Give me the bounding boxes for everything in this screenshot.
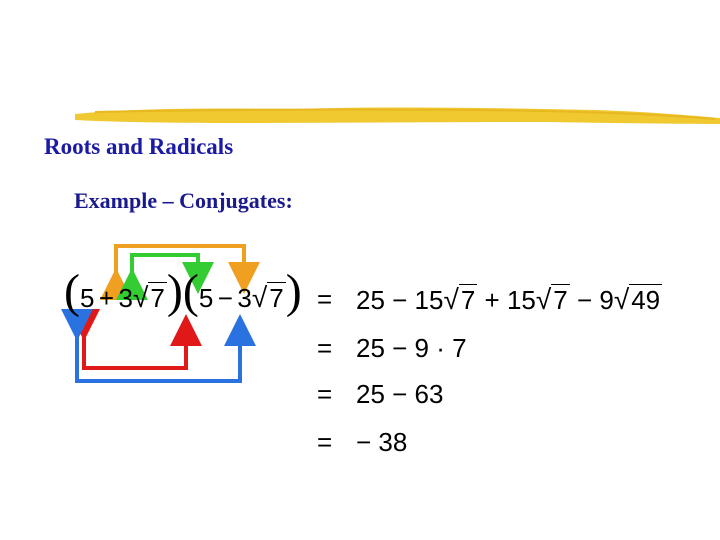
coefficient-2: 3 xyxy=(237,283,252,313)
operator-minus: − xyxy=(217,283,233,313)
radical-1: √7 xyxy=(133,282,165,313)
step-1-radicand-b: 7 xyxy=(553,285,568,315)
step-2: 25 − 9 · 7 xyxy=(356,333,467,363)
equals-sign-4: = xyxy=(317,427,333,457)
step-1-radicand-c: 49 xyxy=(631,285,661,315)
step-1-radical-a: √7 xyxy=(443,284,476,315)
step-1-part-a: 25 − 15 xyxy=(356,285,444,315)
equals-sign-3: = xyxy=(317,379,333,409)
coefficient-1: 3 xyxy=(118,283,134,313)
term-a1: 5 xyxy=(79,283,95,313)
term-a2: 5 xyxy=(198,283,214,313)
blue-arrow xyxy=(77,325,240,381)
radicand-2: 7 xyxy=(269,283,284,313)
equals-sign-1: = xyxy=(317,284,333,314)
right-paren-1: ) xyxy=(166,265,183,318)
conjugate-product xyxy=(64,265,302,318)
step-1-radical-c: √49 xyxy=(613,284,661,315)
operator-plus: + xyxy=(98,283,115,313)
slide-title: Roots and Radicals xyxy=(44,134,234,159)
step-1-radical-b: √7 xyxy=(535,284,568,315)
step-4: − 38 xyxy=(356,427,408,457)
equals-sign-2: = xyxy=(317,333,333,363)
left-paren-1: ( xyxy=(64,265,80,318)
radical-2: √7 xyxy=(251,282,284,313)
example-heading: Example – Conjugates: xyxy=(74,188,293,213)
step-1 xyxy=(356,284,662,316)
radicand-1: 7 xyxy=(150,283,165,313)
step-1-part-b: + 15 xyxy=(477,285,536,315)
step-3: 25 − 63 xyxy=(356,379,444,409)
step-1-part-c: − 9 xyxy=(569,285,614,315)
red-arrow xyxy=(84,325,186,368)
step-1-radicand-a: 7 xyxy=(460,285,476,315)
left-paren-2: ( xyxy=(182,265,199,318)
right-paren-2: ) xyxy=(285,265,302,318)
